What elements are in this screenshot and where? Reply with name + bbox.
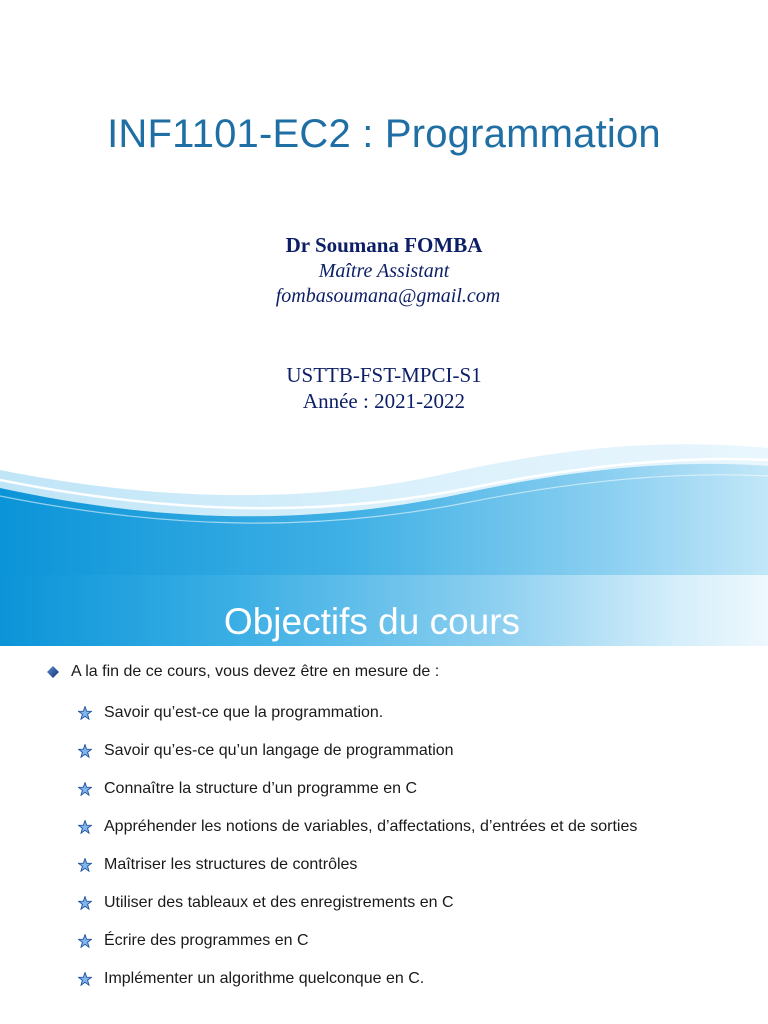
list-item <box>78 703 718 723</box>
course-meta <box>0 362 768 414</box>
list-item <box>78 779 718 799</box>
objective-text: Appréhender les notions de variables, d’affectations, d’entrées et de sorties <box>104 818 638 835</box>
star-bullet-icon <box>78 934 92 948</box>
author-email: fombasoumana@gmail.com <box>275 285 501 307</box>
diamond-bullet-icon <box>47 666 59 678</box>
objectives-list <box>78 703 718 989</box>
list-item <box>78 817 718 837</box>
intro-line <box>47 663 439 681</box>
slide-header-band <box>0 575 768 646</box>
star-bullet-icon <box>78 896 92 910</box>
list-item <box>78 893 718 913</box>
objective-text: Savoir qu’est-ce que la programmation. <box>104 704 384 721</box>
objective-text: Écrire des programmes en C <box>104 932 309 949</box>
list-item <box>78 969 718 989</box>
star-bullet-icon <box>78 972 92 986</box>
author-name: Dr Soumana FOMBA <box>285 233 483 257</box>
star-bullet-icon <box>78 820 92 834</box>
slide-title: INF1101-EC2 : Programmation <box>107 112 661 156</box>
author-block <box>0 232 768 309</box>
objectives-title: Objectifs du cours <box>223 601 521 642</box>
intro-text: A la fin de ce cours, vous devez être en mesure de : <box>71 663 440 680</box>
list-item <box>78 855 718 875</box>
academic-year: Année : 2021-2022 <box>302 389 466 413</box>
objectives-slide <box>0 575 768 1024</box>
star-bullet-icon <box>78 782 92 796</box>
objective-text: Savoir qu’es-ce qu’un langage de programmation <box>104 742 454 759</box>
star-bullet-icon <box>78 744 92 758</box>
program-code: USTTB-FST-MPCI-S1 <box>286 363 482 387</box>
star-bullet-icon <box>78 858 92 872</box>
objective-text: Implémenter un algorithme quelconque en C. <box>104 970 425 987</box>
list-item <box>78 931 718 951</box>
wave-decoration <box>0 430 768 575</box>
star-bullet-icon <box>78 706 92 720</box>
objective-text: Maîtriser les structures de contrôles <box>104 856 358 873</box>
list-item <box>78 741 718 761</box>
objective-text: Utiliser des tableaux et des enregistrements en C <box>104 894 454 911</box>
author-role: Maître Assistant <box>318 260 450 282</box>
objective-text: Connaître la structure d’un programme en C <box>104 780 418 797</box>
